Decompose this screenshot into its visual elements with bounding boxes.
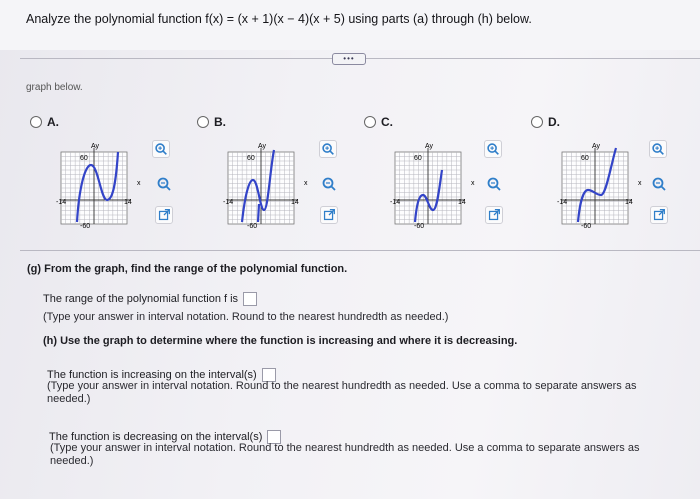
part-g-hint: (Type your answer in interval notation. Round to the nearest hundredth as needed.)	[43, 311, 449, 323]
part-h-increasing-statement: The function is increasing on the interval(s)	[47, 368, 257, 381]
graph-d-y-label: Ay	[592, 143, 601, 150]
option-b-zoom-out-icon[interactable]	[320, 175, 338, 193]
option-a[interactable]	[30, 115, 59, 129]
graph-c-x-max: 14	[458, 199, 466, 206]
divider-mid	[20, 250, 700, 251]
option-d[interactable]	[531, 115, 560, 129]
expand-button[interactable]: •••	[332, 53, 366, 65]
graph-d-x-max: 14	[625, 199, 633, 206]
graph-a-y-max: 60	[80, 155, 88, 162]
option-c-zoom-in-icon[interactable]	[484, 140, 502, 158]
cutoff-instruction: graph below.	[26, 82, 83, 93]
graph-option-a	[55, 140, 141, 230]
part-h-increasing-hint: (Type your answer in interval notation. Round to the nearest hundredth as needed. Use a comma to separate answers as needed.)	[47, 380, 637, 405]
option-b-popout-icon[interactable]	[320, 206, 338, 224]
option-c-popout-icon[interactable]	[485, 206, 503, 224]
option-a-radio[interactable]	[30, 116, 42, 128]
graph-a-y-label: Ay	[91, 143, 100, 150]
option-b-zoom-in-icon[interactable]	[319, 140, 337, 158]
graph-option-d	[556, 140, 642, 230]
graph-b-y-max: 60	[247, 155, 255, 162]
graph-b-y-min: -60	[247, 223, 258, 230]
graph-a-x-min: -14	[56, 199, 67, 206]
option-c-label: C.	[381, 115, 393, 129]
option-d-zoom-in-icon[interactable]	[649, 140, 667, 158]
part-g-statement: The range of the polynomial function f is	[43, 292, 239, 305]
graph-d-y-max: 60	[581, 155, 589, 162]
graph-c-x-label: x	[471, 180, 475, 187]
range-answer-input[interactable]	[243, 292, 257, 306]
option-d-label: D.	[548, 115, 560, 129]
option-d-radio[interactable]	[531, 116, 543, 128]
part-h-prompt: (h) Use the graph to determine where the function is increasing and where it is decreasing.	[43, 335, 518, 347]
graph-option-c	[389, 140, 475, 230]
graph-c-y-max: 60	[414, 155, 422, 162]
graph-option-b	[222, 140, 308, 230]
option-c-zoom-out-icon[interactable]	[485, 175, 503, 193]
option-d-zoom-out-icon[interactable]	[650, 175, 668, 193]
graph-c-x-min: -14	[390, 199, 401, 206]
question-title: Analyze the polynomial function f(x) = (x + 1)(x − 4)(x + 5) using parts (a) through (h) below.	[26, 12, 532, 26]
option-a-zoom-out-icon[interactable]	[155, 175, 173, 193]
option-b-label: B.	[214, 115, 226, 129]
part-g-prompt: (g) From the graph, find the range of the polynomial function.	[27, 263, 348, 275]
option-c-radio[interactable]	[364, 116, 376, 128]
graph-b-x-label: x	[304, 180, 308, 187]
graph-b-x-max: 14	[291, 199, 299, 206]
graph-c-y-min: -60	[414, 223, 425, 230]
graph-d-x-label: x	[638, 180, 642, 187]
option-c[interactable]	[364, 115, 393, 129]
option-d-popout-icon[interactable]	[650, 206, 668, 224]
option-a-label: A.	[47, 115, 59, 129]
graph-d-y-min: -60	[581, 223, 592, 230]
part-g-statement-row	[43, 292, 257, 306]
graph-a-x-label: x	[137, 180, 141, 187]
graph-a-x-max: 14	[124, 199, 132, 206]
graph-b-x-min: -14	[223, 199, 234, 206]
part-h-decreasing-hint: (Type your answer in interval notation. Round to the nearest hundredth as needed. Use a comma to separate answers as needed.)	[50, 442, 640, 467]
graph-a-y-min: -60	[80, 223, 91, 230]
graph-b-y-label: Ay	[258, 143, 267, 150]
option-a-popout-icon[interactable]	[155, 206, 173, 224]
option-a-zoom-in-icon[interactable]	[152, 140, 170, 158]
option-b-radio[interactable]	[197, 116, 209, 128]
graph-d-x-min: -14	[557, 199, 568, 206]
part-h-decreasing-statement: The function is decreasing on the interval(s)	[49, 430, 263, 443]
graph-c-y-label: Ay	[425, 143, 434, 150]
option-b[interactable]	[197, 115, 226, 129]
